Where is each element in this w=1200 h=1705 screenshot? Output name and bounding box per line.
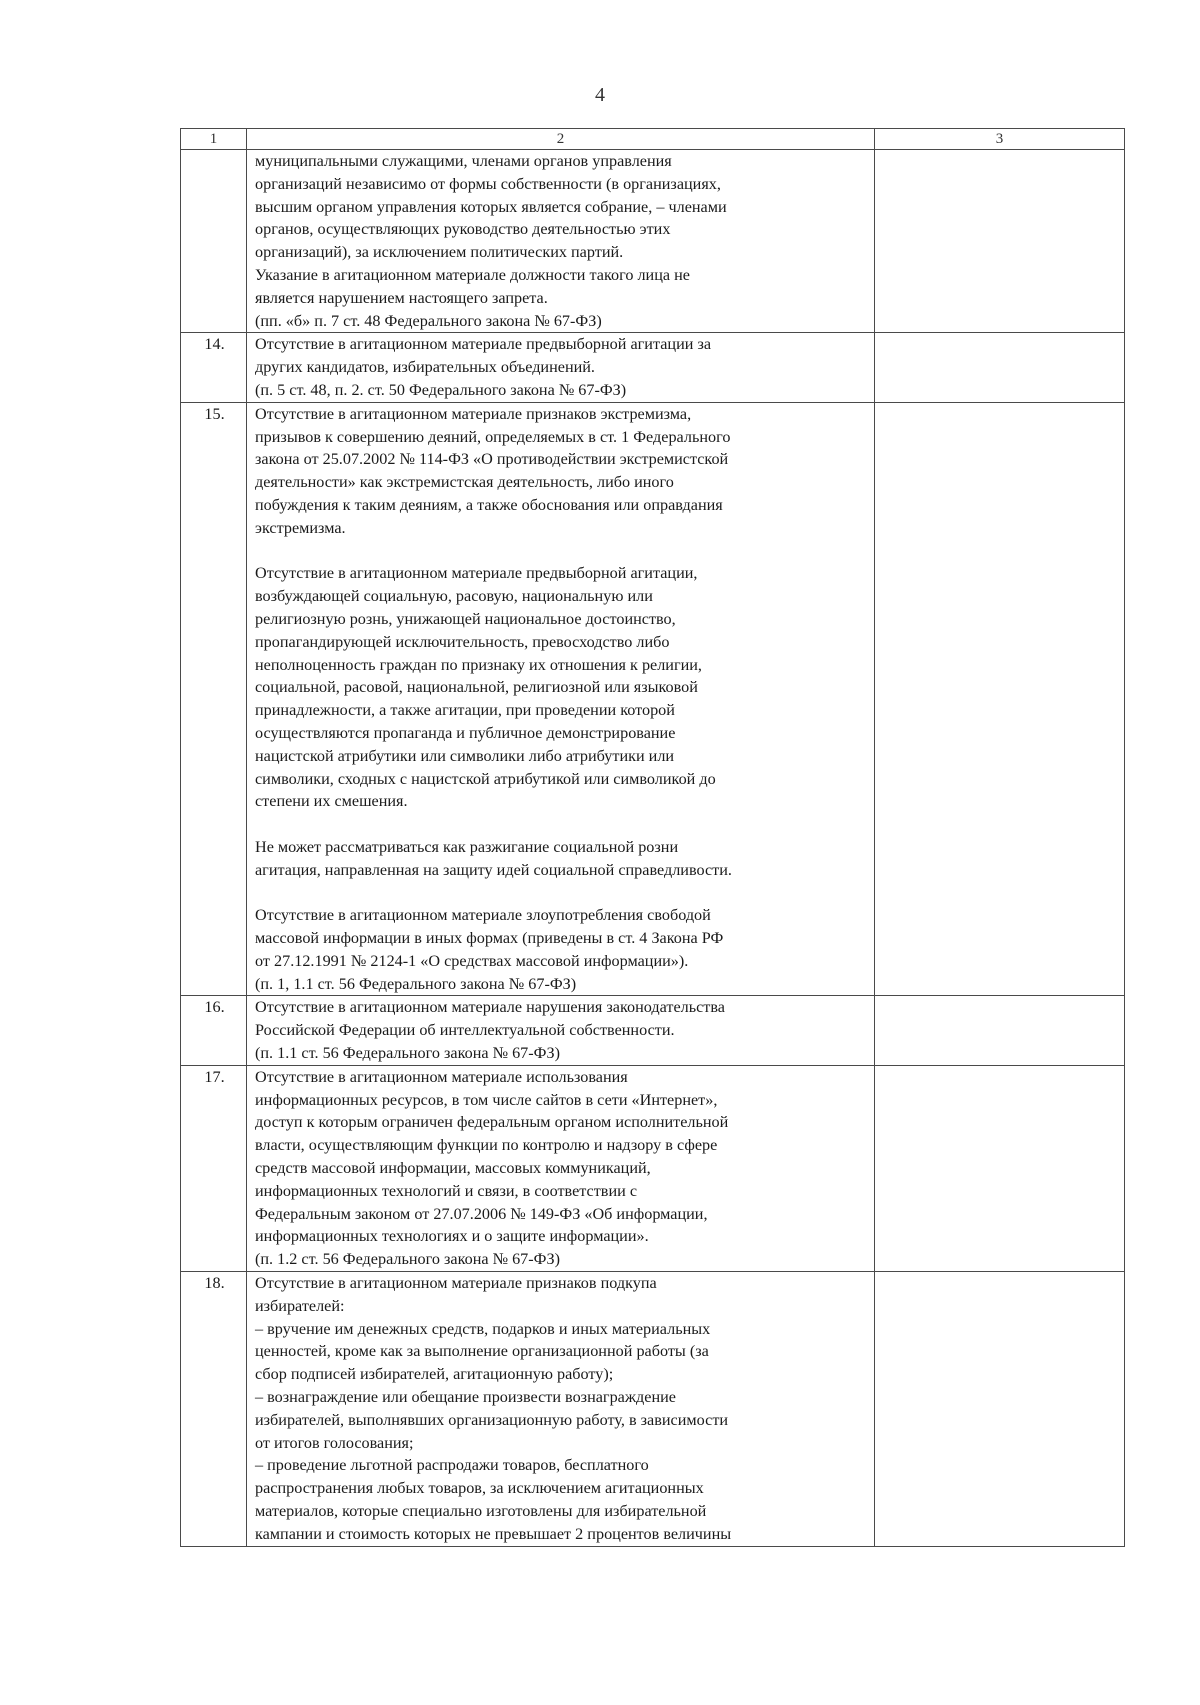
text-line: социальной, расовой, национальной, религиозной или языковой [255, 678, 698, 697]
requirement-text [247, 333, 875, 402]
notes-cell [875, 1065, 1125, 1271]
notes-cell [875, 996, 1125, 1065]
text-line: организаций), за исключением политических партий. [255, 243, 624, 262]
requirement-text [247, 402, 875, 996]
text-line: осуществляются пропаганда и публичное демонстрирование [255, 723, 676, 742]
row-number: 17. [181, 1065, 247, 1271]
text-line: распространения любых товаров, за исключением агитационных [255, 1479, 704, 1498]
text-line: организаций независимо от формы собственности (в организациях, [255, 174, 721, 193]
paragraph-gap [255, 540, 868, 563]
row-number: 15. [181, 402, 247, 996]
column-header-3: 3 [875, 129, 1125, 150]
text-line: Отсутствие в агитационном материале нарушения законодательства [255, 998, 725, 1017]
text-line: Отсутствие в агитационном материале признаков подкупа [255, 1274, 657, 1293]
column-header-1: 1 [181, 129, 247, 150]
text-line: закона от 25.07.2002 № 114-ФЗ «О противодействии экстремистской [255, 450, 729, 469]
text-line: ценностей, кроме как за выполнение организационной работы (за [255, 1342, 709, 1361]
text-line: информационных технологий и связи, в соответствии с [255, 1181, 638, 1200]
column-header-2: 2 [247, 129, 875, 150]
text-line: (п. 5 ст. 48, п. 2. ст. 50 Федерального закона № 67-ФЗ) [255, 380, 627, 399]
text-line: – вознаграждение или обещание произвести вознаграждение [255, 1388, 676, 1407]
requirement-text [247, 1065, 875, 1271]
notes-cell [875, 402, 1125, 996]
text-line: является нарушением настоящего запрета. [255, 288, 548, 307]
text-line: религиозную рознь, унижающей национальное достоинство, [255, 609, 676, 628]
text-line: Отсутствие в агитационном материале предвыборной агитации, [255, 564, 698, 583]
table-row [181, 333, 1125, 402]
text-line: возбуждающей социальную, расовую, национальную или [255, 587, 653, 606]
notes-cell [875, 333, 1125, 402]
paragraph-gap [255, 882, 868, 905]
row-number: 16. [181, 996, 247, 1065]
table-body [181, 150, 1125, 1547]
text-line: от 27.12.1991 № 2124-1 «О средствах массовой информации»). [255, 951, 689, 970]
requirement-text [247, 1272, 875, 1547]
table-header-row [181, 129, 1125, 150]
text-line: (пп. «б» п. 7 ст. 48 Федерального закона № 67-ФЗ) [255, 311, 602, 330]
text-line: агитация, направленная на защиту идей социальной справедливости. [255, 860, 732, 879]
notes-cell [875, 1272, 1125, 1547]
text-line: средств массовой информации, массовых коммуникаций, [255, 1159, 651, 1178]
text-line: избирателей, выполнявших организационную работу, в зависимости [255, 1410, 729, 1429]
text-line: Не может рассматриваться как разжигание социальной розни [255, 837, 679, 856]
text-line: Отсутствие в агитационном материале злоупотребления свободой [255, 906, 711, 925]
text-line: – проведение льготной распродажи товаров, бесплатного [255, 1456, 649, 1475]
text-line: материалов, которые специально изготовлены для избирательной [255, 1502, 707, 1521]
text-line: высшим органом управления которых является собрание, – членами [255, 197, 727, 216]
table-row [181, 402, 1125, 996]
text-line: побуждения к таким деяниям, а также обоснования или оправдания [255, 495, 723, 514]
text-line: (п. 1.1 ст. 56 Федерального закона № 67-ФЗ) [255, 1044, 560, 1063]
table-row [181, 996, 1125, 1065]
notes-cell [875, 150, 1125, 333]
text-line: кампании и стоимость которых не превышает 2 процентов величины [255, 1524, 732, 1543]
text-line: доступ к которым ограничен федеральным органом исполнительной [255, 1113, 729, 1132]
text-line: муниципальными служащими, членами органов управления [255, 152, 672, 170]
text-line: принадлежности, а также агитации, при проведении которой [255, 701, 675, 720]
text-line: избирателей: [255, 1296, 345, 1315]
text-line: призывов к совершению деяний, определяемых в ст. 1 Федерального [255, 427, 731, 446]
text-line: информационных технологиях и о защите информации». [255, 1227, 649, 1246]
text-line: неполноценность граждан по признаку их отношения к религии, [255, 655, 702, 674]
row-number [181, 150, 247, 333]
requirement-text [247, 150, 875, 333]
text-line: Федеральным законом от 27.07.2006 № 149-ФЗ «Об информации, [255, 1204, 708, 1223]
text-line: Отсутствие в агитационном материале признаков экстремизма, [255, 404, 692, 423]
text-line: (п. 1.2 ст. 56 Федерального закона № 67-ФЗ) [255, 1250, 560, 1269]
text-line: органов, осуществляющих руководство деятельностью этих [255, 220, 671, 239]
text-line: массовой информации в иных формах (приведены в ст. 4 Закона РФ [255, 929, 724, 948]
text-line: степени их смешения. [255, 792, 408, 811]
requirements-table [180, 128, 1125, 1547]
table-row [181, 1065, 1125, 1271]
table-row [181, 150, 1125, 333]
text-line: нацистской атрибутики или символики либо атрибутики или [255, 746, 675, 765]
text-line: Отсутствие в агитационном материале использования [255, 1067, 628, 1086]
text-line: Отсутствие в агитационном материале предвыборной агитации за [255, 335, 712, 354]
text-line: – вручение им денежных средств, подарков и иных материальных [255, 1319, 711, 1338]
text-line: Указание в агитационном материале должности такого лица не [255, 265, 690, 284]
row-number: 14. [181, 333, 247, 402]
text-line: информационных ресурсов, в том числе сайтов в сети «Интернет», [255, 1090, 718, 1109]
text-line: деятельности» как экстремистская деятельность, либо иного [255, 473, 674, 492]
text-line: от итогов голосования; [255, 1433, 414, 1452]
text-line: власти, осуществляющим функции по контролю и надзору в сфере [255, 1136, 718, 1155]
requirement-text [247, 996, 875, 1065]
page-number: 4 [595, 84, 605, 106]
text-line: (п. 1, 1.1 ст. 56 Федерального закона № 67-ФЗ) [255, 974, 577, 993]
text-line: Российской Федерации об интеллектуальной собственности. [255, 1021, 675, 1040]
text-line: экстремизма. [255, 518, 346, 537]
table-row [181, 1272, 1125, 1547]
text-line: сбор подписей избирателей, агитационную работу); [255, 1365, 614, 1384]
text-line: символики, сходных с нацистской атрибутикой или символикой до [255, 769, 716, 788]
row-number: 18. [181, 1272, 247, 1547]
text-line: других кандидатов, избирательных объединений. [255, 358, 595, 377]
paragraph-gap [255, 813, 868, 836]
text-line: пропагандирующей исключительность, превосходство либо [255, 632, 670, 651]
